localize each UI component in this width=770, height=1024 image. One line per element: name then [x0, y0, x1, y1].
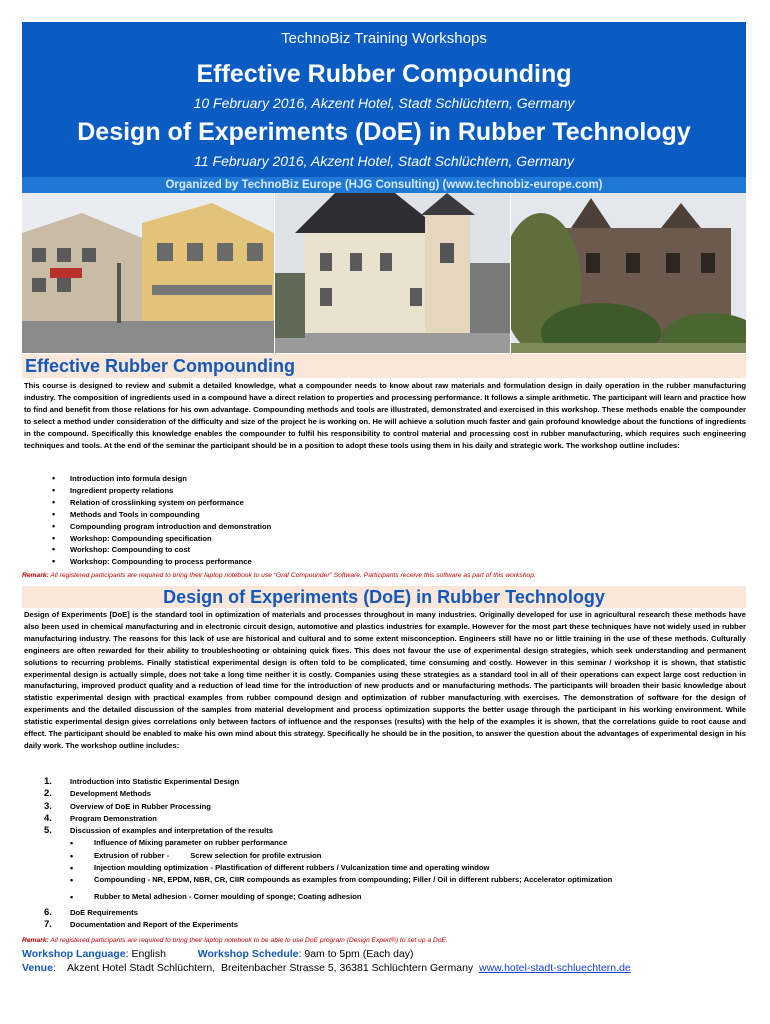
- list-text: Overview of DoE in Rubber Processing: [70, 801, 211, 811]
- remark-label: Remark:: [22, 937, 49, 944]
- list-text: Program Demonstration: [70, 813, 157, 823]
- list-number: 7.: [44, 918, 52, 930]
- list-item: • Workshop: Compounding to process performance: [48, 556, 738, 568]
- list-text: Introduction into Statistic Experimental Design: [70, 777, 240, 786]
- hotel-photo-tower: [275, 193, 510, 353]
- remark-label: Remark:: [22, 572, 49, 579]
- section1-body: This course is designed to review and submit a detailed knowledge, what a compounder needs to know about raw materials and formulation design in daily operation in the rubber manufacturing industry. The composition of ingredients used in a compound have a direct relation to properties and processing performance. It follows a simple arithmetic. The participant will learn and practice how to find and benefit from those relations for his own advantage. Compounding methods and tools are illustrated, demonstrated and exercised in this workshop. These methods enable the compounder to select a method under consideration of the difficulty and size of the project he is working on. He will achieve a solution much faster and gain profound knowledge about the functions of ingredients in the compound. Specifically this knowledge enables the compounder to fulfil his responsibility to control material and processing cost in rubber manufacturing, which requires such engineering techniques and tools. At the end of the seminar the participant should be in a position to adopt these tools using them in his daily and strategic work. The workshop outline includes:: [24, 381, 746, 450]
- list-text: Discussion of examples and interpretation of the results: [70, 826, 273, 836]
- schedule-value: : 9am to 5pm (Each day): [298, 948, 414, 960]
- list-item: [44, 919, 744, 931]
- list-item: [44, 801, 744, 813]
- sub-list-item: • Influence of Mixing parameter on rubber performance: [70, 837, 744, 849]
- list-item: • Introduction into formula design: [48, 473, 738, 485]
- photo-strip: [22, 193, 746, 353]
- workshop1-title: Effective Rubber Compounding: [196, 60, 572, 88]
- list-number: 2.: [44, 788, 52, 800]
- sub-list-item: • Rubber to Metal adhesion - Corner moulding of sponge; Coating adhesion: [70, 887, 744, 907]
- schedule-label: Workshop Schedule: [197, 948, 299, 960]
- list-item: • Workshop: Compounding specification: [48, 533, 738, 545]
- list-item: [44, 825, 744, 906]
- list-number: 3.: [44, 800, 52, 812]
- series-title: TechnoBiz Training Workshops: [281, 30, 487, 47]
- castle-photo: [511, 193, 746, 353]
- list-item: • Compounding program introduction and demonstration: [48, 521, 738, 533]
- list-text: Documentation and Report of the Experiments: [70, 919, 238, 929]
- list-item: [44, 776, 744, 788]
- list-item: [44, 788, 744, 800]
- list-item: [44, 907, 744, 919]
- venue-line: [22, 962, 631, 974]
- section1-heading: Effective Rubber Compounding: [22, 354, 746, 378]
- workshop2-date: 11 February 2016, Akzent Hotel, Stadt Schlüchtern, Germany: [194, 153, 574, 169]
- sub-list-item: • Compounding - NR, EPDM, NBR, CR, CIIR compounds as examples from compounding; Filler / Oil in different rubbers; Accelerator optimization: [70, 874, 744, 886]
- remark-text: All registered participants are required to bring their laptop notebook to use “Graf Compounder” Software. Participants receive this software as part of this workshop.: [48, 572, 536, 579]
- list-number: 1.: [44, 776, 52, 787]
- hotel-photo-street: [22, 193, 274, 353]
- language-value: : English: [125, 948, 166, 960]
- list-text: DoE Requirements: [70, 907, 138, 917]
- sub-list-item: • Injection moulding optimization - Plastification of different rubbers / Vulcanization time and operating window: [70, 862, 744, 874]
- list-item: • Workshop: Compounding to cost: [48, 544, 738, 556]
- workshop1-date: 10 February 2016, Akzent Hotel, Stadt Schlüchtern, Germany: [193, 95, 575, 111]
- section2-remark: [22, 937, 448, 944]
- list-number: 6.: [44, 906, 52, 918]
- list-item: • Relation of crosslinking system on performance: [48, 497, 738, 509]
- header-banner: [22, 22, 746, 177]
- workshop2-title: Design of Experiments (DoE) in Rubber Technology: [77, 118, 691, 146]
- organizer-bar: Organized by TechnoBiz Europe (HJG Consulting) (www.technobiz-europe.com): [22, 177, 746, 193]
- list-item: [44, 813, 744, 825]
- section2-suboutline: [70, 837, 744, 906]
- section2-outline: [44, 776, 744, 931]
- section2-heading: Design of Experiments (DoE) in Rubber Technology: [22, 586, 746, 608]
- venue-link[interactable]: www.hotel-stadt-schluechtern.de: [479, 962, 631, 974]
- section1-remark: [22, 572, 536, 579]
- venue-label: Venue: [22, 962, 53, 974]
- sub-list-item: • Extrusion of rubber - Screw selection for profile extrusion: [70, 850, 744, 862]
- list-number: 5.: [44, 825, 52, 837]
- list-item: • Methods and Tools in compounding: [48, 509, 738, 521]
- workshop-info-line: [22, 948, 414, 960]
- language-label: Workshop Language: [22, 948, 126, 960]
- list-item: • Ingredient property relations: [48, 485, 738, 497]
- remark-text: All registered participants are required to bring their laptop notebook to be able to use DoE program (Design Expert®) to set up a DoE.: [48, 937, 448, 944]
- section2-body: Design of Experiments [DoE] is the standard tool in optimization of materials and processes throughout in many industries. Originally developed for use in agricultural research these methods have also been used in chemical manufacturing and in electronic circuit design, automotive and plastics industries for example. However for the most part these techniques have not widely used in rubber manufacturing industry. The reasons for this lack of use are historical and cultural and to some extent misconception. Engineers still have no or little training in the use of these methods. Culturally engineers are often rewarded for their ability to troubleshooting or obtaining quick fixes. This does not favour the use of experimental design strategies, which seek understanding and permanent solutions to recurring problems. Finally statistical experimental design is often told to be complicated, time consuming and costly. However in this seminar / workshop it is shown, that statistic experimental design is actually simple, does not take a long time neither it is costly. Companies using these strategies as a standard tool in all of their operations can expect large cost reduction in manufacturing, improved product quality and a reduction of lead time for the introduction of new products and or manufacturing methods. The participants will broaden their basic knowledge about statistic experimental design with practical examples from rubber compound design and optimization of rubber manufacturing with exercises. The demonstration of software for the design of experiments and the detailed discussion of the samples from material development and process optimization supports the better usage through the participant in his working environment. While statistic experimental design gives correlations only between factors of influence and the responses (results) with the help of the examples it is shown, that the correlations guide to root cause and effect. The participant should be enabled to make his own mind about this strategy. Specifically he should be in the position, to answer the question about the advantages of experimental design in his daily work. The workshop outline includes:: [24, 610, 746, 750]
- venue-value: : Akzent Hotel Stadt Schlüchtern, Breitenbacher Strasse 5, 36381 Schlüchtern Germany: [52, 962, 479, 974]
- section1-outline: [48, 473, 738, 568]
- list-number: 4.: [44, 812, 52, 824]
- list-text: Development Methods: [70, 789, 152, 799]
